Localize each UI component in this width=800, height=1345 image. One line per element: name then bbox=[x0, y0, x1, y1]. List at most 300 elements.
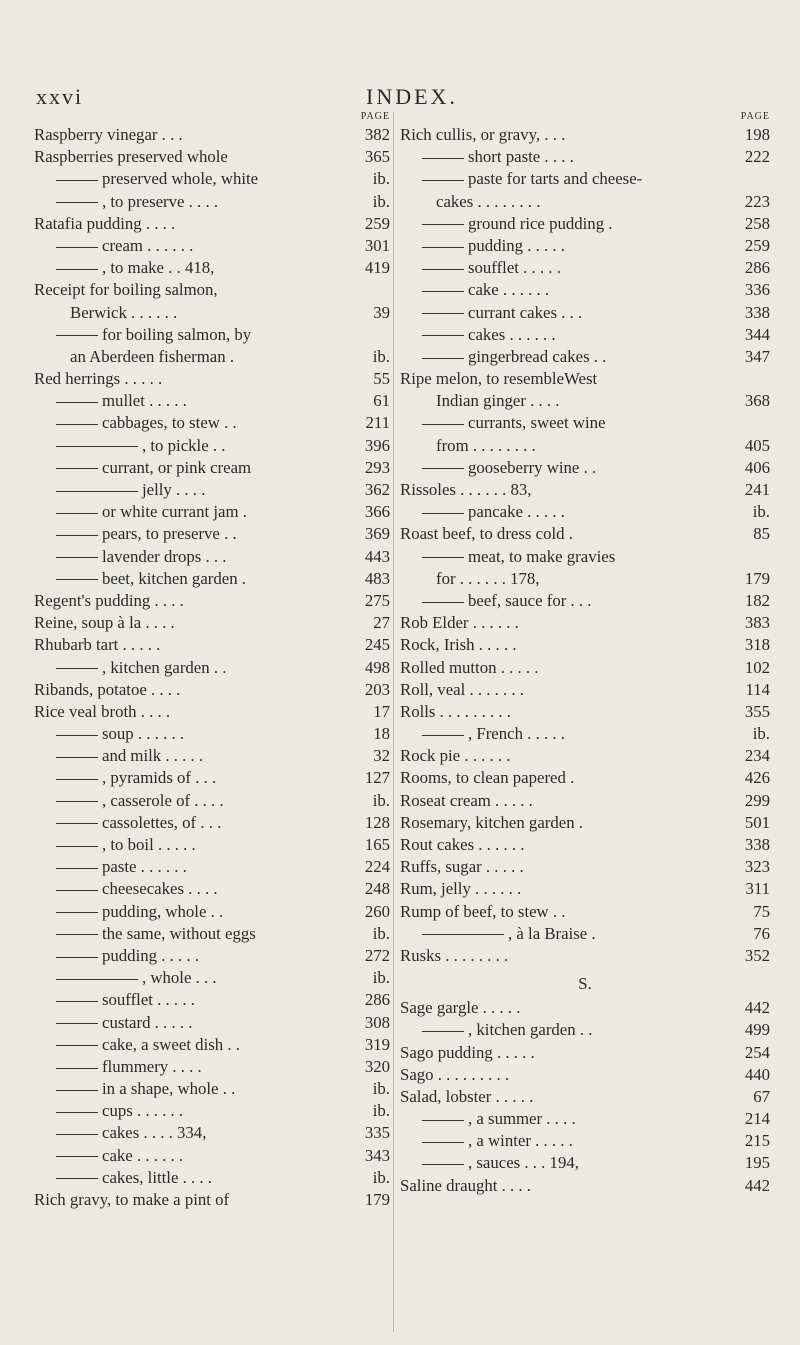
index-entry bbox=[400, 191, 770, 213]
index-entry bbox=[34, 723, 390, 745]
entry-text: Ruffs, sugar . . . . . bbox=[400, 857, 524, 877]
page-reference: 396 bbox=[364, 435, 390, 455]
index-entry bbox=[400, 590, 770, 612]
index-entry bbox=[34, 435, 390, 457]
ditto-dash bbox=[422, 468, 464, 469]
entry-text: , sauces . . . 194, bbox=[468, 1153, 579, 1173]
entry-text: , a summer . . . . bbox=[468, 1109, 576, 1129]
index-entry bbox=[34, 901, 390, 923]
page-reference: 369 bbox=[364, 524, 390, 544]
entry-text: , kitchen garden . . bbox=[468, 1020, 593, 1040]
index-entry bbox=[400, 501, 770, 523]
index-entry bbox=[34, 412, 390, 434]
index-entry bbox=[400, 790, 770, 812]
index-entry bbox=[400, 168, 770, 190]
index-entry bbox=[400, 435, 770, 457]
entry-text: soufflet . . . . . bbox=[468, 258, 561, 278]
ditto-dash bbox=[56, 979, 138, 980]
index-entry bbox=[400, 1108, 770, 1130]
entry-text: gingerbread cakes . . bbox=[468, 346, 607, 366]
ditto-dash bbox=[56, 335, 98, 336]
ditto-dash bbox=[422, 224, 464, 225]
page-reference: 352 bbox=[744, 945, 770, 965]
entry-text: for boiling salmon, by bbox=[102, 324, 252, 344]
page-column-heading: PAGE bbox=[360, 111, 390, 122]
entry-text: , to preserve . . . . bbox=[102, 191, 219, 211]
page-reference: 211 bbox=[365, 413, 390, 433]
index-entry bbox=[34, 1145, 390, 1167]
page-reference: 382 bbox=[364, 125, 390, 144]
index-entry bbox=[34, 1122, 390, 1144]
ditto-dash bbox=[56, 424, 98, 425]
index-entry bbox=[34, 878, 390, 900]
entry-text: Rooms, to clean papered . bbox=[400, 768, 575, 788]
entry-text: Raspberry vinegar . . . bbox=[34, 125, 183, 144]
index-entry bbox=[34, 346, 390, 368]
index-entry bbox=[400, 745, 770, 767]
index-entry bbox=[400, 523, 770, 545]
index-entry bbox=[34, 257, 390, 279]
ditto-dash bbox=[422, 735, 464, 736]
index-entry bbox=[400, 213, 770, 235]
index-entry bbox=[400, 146, 770, 168]
ditto-dash bbox=[56, 1045, 98, 1046]
page-reference: 336 bbox=[744, 280, 770, 300]
ditto-dash bbox=[422, 158, 464, 159]
index-entry bbox=[34, 634, 390, 656]
page-reference: 75 bbox=[753, 901, 770, 921]
page-column-heading: PAGE bbox=[740, 111, 770, 122]
entry-text: Salad, lobster . . . . . bbox=[400, 1086, 534, 1106]
page-reference: ib. bbox=[372, 346, 390, 366]
page-reference: 275 bbox=[364, 590, 390, 610]
ditto-dash bbox=[56, 513, 98, 514]
page-reference: 319 bbox=[364, 1034, 390, 1054]
entry-text: Rump of beef, to stew . . bbox=[400, 901, 566, 921]
index-entry bbox=[34, 1034, 390, 1056]
entry-text: meat, to make gravies bbox=[468, 546, 616, 566]
index-entry bbox=[34, 368, 390, 390]
index-entry bbox=[400, 479, 770, 501]
page-reference: 419 bbox=[364, 258, 390, 278]
ditto-dash bbox=[56, 934, 98, 935]
entry-text: or white currant jam . bbox=[102, 502, 247, 522]
index-entry bbox=[34, 657, 390, 679]
index-entry bbox=[400, 1175, 770, 1197]
index-entry bbox=[400, 657, 770, 679]
entry-text: Receipt for boiling salmon, bbox=[34, 280, 218, 300]
entry-text: , to pickle . . bbox=[142, 435, 226, 455]
ditto-dash bbox=[56, 1090, 98, 1091]
entry-text: Rock pie . . . . . . bbox=[400, 746, 511, 766]
page-reference: 248 bbox=[364, 879, 390, 899]
page-reference: 259 bbox=[364, 213, 390, 233]
index-entry bbox=[34, 590, 390, 612]
entry-text: Berwick . . . . . . bbox=[70, 302, 178, 322]
index-entry bbox=[400, 923, 770, 945]
page-reference: 338 bbox=[744, 302, 770, 322]
page-reference: 308 bbox=[364, 1012, 390, 1032]
ditto-dash bbox=[422, 335, 464, 336]
entry-text: jelly . . . . bbox=[142, 480, 206, 499]
page-reference: 27 bbox=[373, 613, 390, 633]
ditto-dash bbox=[56, 912, 98, 913]
page-reference: 114 bbox=[745, 679, 770, 699]
page-reference: 293 bbox=[364, 457, 390, 477]
index-entry bbox=[34, 1167, 390, 1189]
index-entry bbox=[34, 701, 390, 723]
page-reference: 299 bbox=[744, 790, 770, 810]
ditto-dash bbox=[56, 1023, 98, 1024]
entry-text: ground rice pudding . bbox=[468, 213, 613, 233]
page-reference: 311 bbox=[745, 879, 770, 899]
ditto-dash bbox=[56, 1178, 98, 1179]
ditto-dash bbox=[422, 1142, 464, 1143]
entry-text: pudding, whole . . bbox=[102, 901, 224, 921]
entry-text: Rissoles . . . . . . 83, bbox=[400, 480, 532, 499]
index-entry bbox=[34, 767, 390, 789]
entry-text: Rich gravy, to make a pint of bbox=[34, 1190, 230, 1209]
page-reference: 344 bbox=[744, 324, 770, 344]
index-entry bbox=[400, 346, 770, 368]
page-reference: ib. bbox=[372, 191, 390, 211]
entry-text: gooseberry wine . . bbox=[468, 457, 597, 477]
index-entry bbox=[34, 390, 390, 412]
index-entry bbox=[400, 701, 770, 723]
index-entry bbox=[400, 1019, 770, 1041]
index-entry bbox=[400, 612, 770, 634]
index-entry bbox=[400, 767, 770, 789]
ditto-dash bbox=[56, 1156, 98, 1157]
entry-text: an Aberdeen fisherman . bbox=[70, 346, 235, 366]
entry-text: Rolled mutton . . . . . bbox=[400, 657, 539, 677]
column-divider bbox=[393, 112, 394, 1332]
ditto-dash bbox=[422, 513, 464, 514]
page-reference: 39 bbox=[373, 302, 390, 322]
index-entry bbox=[34, 679, 390, 701]
index-entry bbox=[34, 612, 390, 634]
entry-text: Roseat cream . . . . . bbox=[400, 790, 533, 810]
entry-text: Roll, veal . . . . . . . bbox=[400, 679, 524, 699]
page-reference: 286 bbox=[744, 258, 770, 278]
entry-text: flummery . . . . bbox=[102, 1056, 202, 1076]
index-entry bbox=[34, 146, 390, 168]
entry-text: pancake . . . . . bbox=[468, 502, 565, 522]
ditto-dash bbox=[422, 1120, 464, 1121]
ditto-dash bbox=[56, 468, 98, 469]
page-reference: 260 bbox=[364, 901, 390, 921]
ditto-dash bbox=[56, 668, 98, 669]
index-entry bbox=[400, 901, 770, 923]
index-column-right bbox=[400, 110, 770, 1197]
entry-text: pudding . . . . . bbox=[468, 235, 565, 255]
index-entry bbox=[34, 279, 390, 301]
page-reference: 214 bbox=[744, 1109, 770, 1129]
page-reference: 499 bbox=[744, 1020, 770, 1040]
entry-text: pears, to preserve . . bbox=[102, 524, 237, 544]
page-reference: 318 bbox=[744, 635, 770, 655]
ditto-dash bbox=[56, 202, 98, 203]
page-title: INDEX. bbox=[366, 84, 458, 109]
index-entry bbox=[400, 124, 770, 146]
index-entry bbox=[400, 1152, 770, 1174]
index-entry bbox=[34, 479, 390, 501]
entry-text: Sago . . . . . . . . . bbox=[400, 1064, 510, 1084]
entry-text: Indian ginger . . . . bbox=[436, 391, 560, 411]
index-entry bbox=[34, 501, 390, 523]
page-reference: 259 bbox=[744, 235, 770, 255]
entry-text: pudding . . . . . bbox=[102, 945, 199, 965]
entry-text: paste for tarts and cheese- bbox=[468, 169, 643, 189]
page-reference: 405 bbox=[744, 435, 770, 455]
entry-text: Ripe melon, to resembleWest bbox=[400, 369, 598, 389]
ditto-dash bbox=[56, 957, 98, 958]
entry-text: lavender drops . . . bbox=[102, 546, 227, 566]
entry-text: currants, sweet wine bbox=[468, 413, 606, 433]
page-reference: 55 bbox=[373, 369, 390, 389]
entry-text: cakes . . . . . . bbox=[468, 324, 556, 344]
page-reference: 198 bbox=[744, 125, 770, 144]
page-reference: 442 bbox=[744, 1175, 770, 1195]
ditto-dash bbox=[56, 491, 138, 492]
entry-text: mullet . . . . . bbox=[102, 391, 187, 411]
page-reference: 362 bbox=[364, 480, 390, 499]
ditto-dash bbox=[422, 1031, 464, 1032]
page-reference: 61 bbox=[373, 391, 390, 411]
index-entry bbox=[34, 168, 390, 190]
entry-text: Red herrings . . . . . bbox=[34, 369, 163, 389]
page-reference: 32 bbox=[373, 746, 390, 766]
page-reference: 272 bbox=[364, 945, 390, 965]
page-reference: 338 bbox=[744, 835, 770, 854]
index-entry bbox=[34, 745, 390, 767]
entry-text: custard . . . . . bbox=[102, 1012, 193, 1032]
entry-text: cabbages, to stew . . bbox=[102, 413, 237, 433]
entry-text: , pyramids of . . . bbox=[102, 768, 217, 788]
ditto-dash bbox=[422, 291, 464, 292]
entry-text: in a shape, whole . . bbox=[102, 1079, 236, 1099]
index-entry bbox=[400, 546, 770, 568]
entry-text: , a winter . . . . . bbox=[468, 1131, 573, 1151]
ditto-dash bbox=[422, 424, 464, 425]
index-entry bbox=[34, 1056, 390, 1078]
index-entry bbox=[34, 856, 390, 878]
entry-text: , French . . . . . bbox=[468, 724, 565, 744]
index-entry bbox=[34, 302, 390, 324]
entry-text: cakes . . . . 334, bbox=[102, 1123, 207, 1143]
entry-text: Ribands, potatoe . . . . bbox=[34, 679, 181, 699]
entry-text: cheesecakes . . . . bbox=[102, 879, 218, 899]
page-reference: 241 bbox=[744, 480, 770, 499]
page-reference: 335 bbox=[364, 1123, 390, 1143]
ditto-dash bbox=[422, 358, 464, 359]
ditto-dash bbox=[422, 247, 464, 248]
page-reference: ib. bbox=[372, 968, 390, 988]
page-reference: 323 bbox=[744, 857, 770, 877]
page-reference: 258 bbox=[744, 213, 770, 233]
page-reference: 245 bbox=[364, 635, 390, 655]
page-reference: 179 bbox=[744, 568, 770, 588]
index-entry bbox=[400, 1064, 770, 1086]
page-reference: 17 bbox=[373, 701, 390, 721]
page-reference: 76 bbox=[753, 923, 770, 943]
entry-text: Saline draught . . . . bbox=[400, 1175, 531, 1195]
entry-text: Ratafia pudding . . . . bbox=[34, 213, 176, 233]
entry-text: cream . . . . . . bbox=[102, 235, 194, 255]
index-entry bbox=[34, 989, 390, 1011]
index-entry bbox=[400, 324, 770, 346]
entry-text: , casserole of . . . . bbox=[102, 790, 224, 810]
ditto-dash bbox=[56, 823, 98, 824]
ditto-dash bbox=[56, 1134, 98, 1135]
entry-text: Rob Elder . . . . . . bbox=[400, 613, 519, 633]
entry-text: cake, a sweet dish . . bbox=[102, 1034, 240, 1054]
ditto-dash bbox=[56, 735, 98, 736]
index-entry bbox=[400, 634, 770, 656]
index-entry bbox=[400, 856, 770, 878]
index-entry bbox=[400, 679, 770, 701]
page-reference: 366 bbox=[364, 502, 390, 522]
index-entry bbox=[34, 568, 390, 590]
page-reference: 483 bbox=[364, 568, 390, 588]
ditto-dash bbox=[56, 890, 98, 891]
page-reference: 406 bbox=[744, 457, 770, 477]
page-reference: 203 bbox=[364, 679, 390, 699]
page-reference: 301 bbox=[364, 235, 390, 255]
index-entry bbox=[400, 723, 770, 745]
page-reference: 102 bbox=[744, 657, 770, 677]
index-entry bbox=[34, 945, 390, 967]
page-reference: 222 bbox=[744, 147, 770, 167]
entry-text: , whole . . . bbox=[142, 968, 217, 988]
entry-text: Sago pudding . . . . . bbox=[400, 1042, 535, 1062]
index-entry bbox=[400, 834, 770, 856]
page-reference: 426 bbox=[744, 768, 770, 788]
entry-text: cakes . . . . . . . . bbox=[436, 191, 541, 211]
page-reference: 365 bbox=[364, 147, 390, 167]
page-reference: ib. bbox=[752, 502, 770, 522]
page-reference: 128 bbox=[364, 812, 390, 832]
index-entry bbox=[34, 457, 390, 479]
page-reference: ib. bbox=[372, 923, 390, 943]
ditto-dash bbox=[56, 247, 98, 248]
entry-text: soup . . . . . . bbox=[102, 724, 185, 744]
ditto-dash bbox=[422, 180, 464, 181]
entry-text: short paste . . . . bbox=[468, 147, 574, 167]
index-entry bbox=[400, 878, 770, 900]
index-entry bbox=[400, 1130, 770, 1152]
ditto-dash bbox=[56, 535, 98, 536]
page-reference: ib. bbox=[372, 1101, 390, 1121]
page-reference: ib. bbox=[372, 790, 390, 810]
page-reference: ib. bbox=[372, 1167, 390, 1187]
ditto-dash bbox=[56, 757, 98, 758]
page-reference: 501 bbox=[744, 812, 770, 832]
entry-text: Rum, jelly . . . . . . bbox=[400, 879, 522, 899]
page-reference: ib. bbox=[372, 1079, 390, 1099]
ditto-dash bbox=[422, 269, 464, 270]
entry-text: , kitchen garden . . bbox=[102, 657, 227, 677]
page-reference: 368 bbox=[744, 391, 770, 411]
index-entry bbox=[400, 997, 770, 1019]
entry-text: Sage gargle . . . . . bbox=[400, 998, 521, 1018]
index-entry bbox=[34, 546, 390, 568]
ditto-dash bbox=[56, 868, 98, 869]
entry-text: Rout cakes . . . . . . bbox=[400, 835, 525, 854]
index-entry bbox=[34, 324, 390, 346]
index-entry bbox=[34, 523, 390, 545]
page-reference: 127 bbox=[364, 768, 390, 788]
index-entry bbox=[34, 1078, 390, 1100]
index-entry bbox=[34, 1189, 390, 1211]
page-reference: 182 bbox=[744, 590, 770, 610]
ditto-dash bbox=[56, 402, 98, 403]
index-entry bbox=[34, 834, 390, 856]
index-entry bbox=[400, 568, 770, 590]
entry-text: Roast beef, to dress cold . bbox=[400, 524, 573, 544]
page-reference: 165 bbox=[364, 835, 390, 854]
page-reference: 347 bbox=[744, 346, 770, 366]
page-reference: 85 bbox=[753, 524, 770, 544]
index-entry bbox=[400, 302, 770, 324]
entry-text: , à la Braise . bbox=[508, 923, 596, 943]
entry-text: Regent's pudding . . . . bbox=[34, 590, 184, 610]
entry-text: Rice veal broth . . . . bbox=[34, 701, 171, 721]
ditto-dash bbox=[56, 1001, 98, 1002]
ditto-dash bbox=[56, 1112, 98, 1113]
entry-text: Reine, soup à la . . . . bbox=[34, 613, 175, 633]
entry-text: Rich cullis, or gravy, . . . bbox=[400, 125, 566, 144]
page-reference: 224 bbox=[364, 857, 390, 877]
index-entry bbox=[34, 191, 390, 213]
entry-text: for . . . . . . 178, bbox=[436, 568, 540, 588]
page-reference: 320 bbox=[364, 1056, 390, 1076]
entry-text: cups . . . . . . bbox=[102, 1101, 184, 1121]
index-entry bbox=[400, 368, 770, 390]
index-entry bbox=[400, 390, 770, 412]
index-entry bbox=[34, 967, 390, 989]
ditto-dash bbox=[56, 846, 98, 847]
page-reference: 234 bbox=[744, 746, 770, 766]
entry-text: Rusks . . . . . . . . bbox=[400, 945, 509, 965]
page-number: xxvi bbox=[36, 84, 84, 109]
index-column-left bbox=[34, 110, 390, 1211]
ditto-dash bbox=[56, 557, 98, 558]
entry-text: from . . . . . . . . bbox=[436, 435, 536, 455]
entry-text: , to boil . . . . . bbox=[102, 835, 196, 854]
entry-text: Rosemary, kitchen garden . bbox=[400, 812, 583, 832]
entry-text: cake . . . . . . bbox=[468, 280, 550, 300]
entry-text: cake . . . . . . bbox=[102, 1145, 184, 1165]
page-reference: 498 bbox=[364, 657, 390, 677]
page-reference: 442 bbox=[744, 998, 770, 1018]
page-reference: 195 bbox=[744, 1153, 770, 1173]
page-reference: 67 bbox=[753, 1086, 770, 1106]
ditto-dash bbox=[422, 1164, 464, 1165]
entry-text: cassolettes, of . . . bbox=[102, 812, 222, 832]
ditto-dash bbox=[422, 557, 464, 558]
ditto-dash bbox=[422, 602, 464, 603]
ditto-dash bbox=[56, 801, 98, 802]
entry-text: currant, or pink cream bbox=[102, 457, 252, 477]
index-entry bbox=[34, 1100, 390, 1122]
index-entry bbox=[400, 812, 770, 834]
index-entry bbox=[34, 235, 390, 257]
ditto-dash bbox=[422, 313, 464, 314]
entry-text: soufflet . . . . . bbox=[102, 990, 195, 1010]
index-entry bbox=[34, 213, 390, 235]
entry-text: paste . . . . . . bbox=[102, 857, 187, 877]
